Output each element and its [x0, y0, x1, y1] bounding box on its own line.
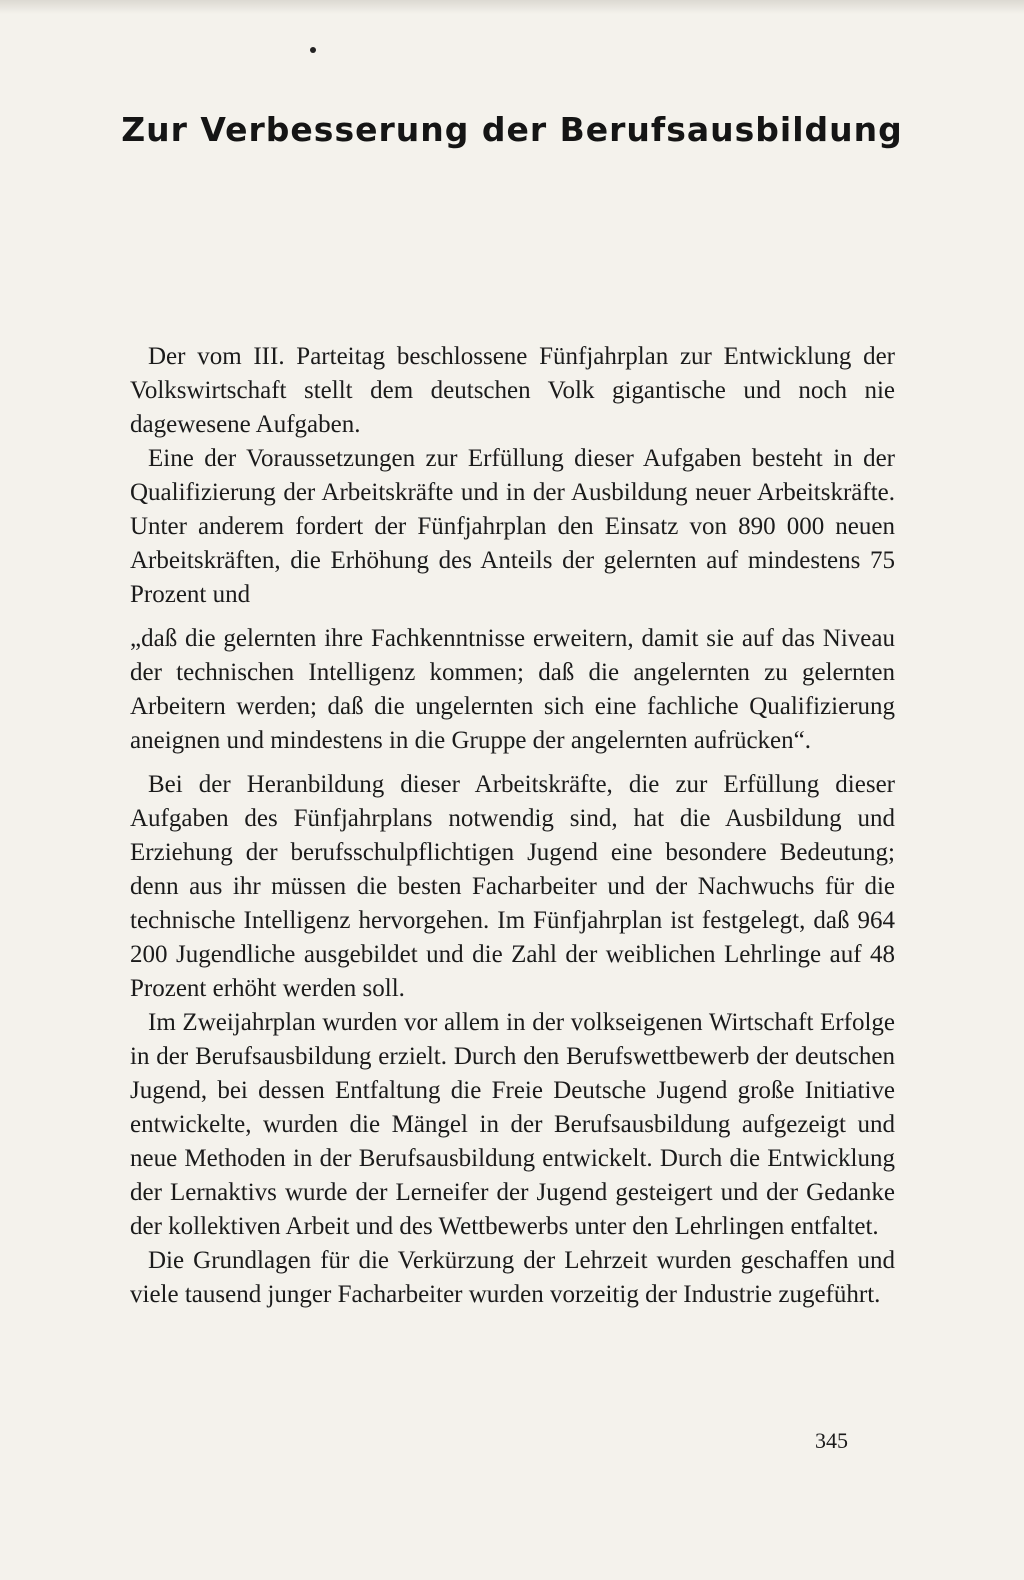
ink-speck [310, 47, 316, 53]
paragraph-3: Bei der Heranbildung dieser Arbeitskräfte, die zur Erfüllung dieser Aufgaben des Fünfjahrplans notwendig sind, hat die Ausbildung und Erziehung der berufsschulpflichtigen Jugend eine besondere Bedeutung; denn aus ihr müssen die besten Facharbeiter und der Nachwuchs für die technische Intelligenz hervorgehen. Im Fünfjahrplan ist festgelegt, daß 964 200 Jugendliche ausgebildet und die Zahl der weiblichen Lehrlinge auf 48 Prozent erhöht werden soll. [130, 771, 895, 1002]
paragraph-4: Im Zweijahrplan wurden vor allem in der volkseigenen Wirtschaft Erfolge in der Berufsausbildung erzielt. Durch den Berufswettbewerb der deutschen Jugend, bei dessen Entfaltung die Freie Deutsche Jugend große Initiative entwickelte, wurden die Mängel in der Berufsausbildung aufgezeigt und neue Methoden in der Berufsausbildung entwickelt. Durch die Entwicklung der Lernaktivs wurde der Lerneifer der Jugend gesteigert und der Gedanke der kollektiven Arbeit und des Wettbewerbs unter den Lehrlingen entfaltet. [130, 1009, 895, 1240]
paragraph-2: Eine der Voraussetzungen zur Erfüllung dieser Aufgaben besteht in der Qualifizierung der Arbeitskräfte und in der Ausbildung neuer Arbeitskräfte. Unter anderem fordert der Fünfjahrplan den Einsatz von 890 000 neuen Arbeitskräften, die Erhöhung des Anteils der gelernten auf mindestens 75 Prozent und [130, 445, 895, 608]
paragraph-5: Die Grundlagen für die Verkürzung der Lehrzeit wurden geschaffen und viele tausend junger Facharbeiter wurden vorzeitig der Industrie zugeführt. [130, 1247, 895, 1308]
page-top-edge [0, 0, 1024, 14]
page-title: Zur Verbesserung der Berufsausbildung [121, 110, 903, 149]
quotation: „daß die gelernten ihre Fachkenntnisse erweitern, damit sie auf das Niveau der technischen Intelligenz kommen; daß die angelernten zu gelernten Arbeitern werden; daß die ungelernten sich eine fachliche Qualifizierung aneignen und mindestens in die Gruppe der angelernten aufrücken“. [130, 625, 895, 754]
paragraph-1: Der vom III. Parteitag beschlossene Fünfjahrplan zur Entwicklung der Volkswirtschaft stellt dem deutschen Volk gigantische und noch nie dagewesene Aufgaben. [130, 343, 895, 438]
body-text [130, 340, 895, 1312]
page-number: 345 [815, 1428, 848, 1453]
